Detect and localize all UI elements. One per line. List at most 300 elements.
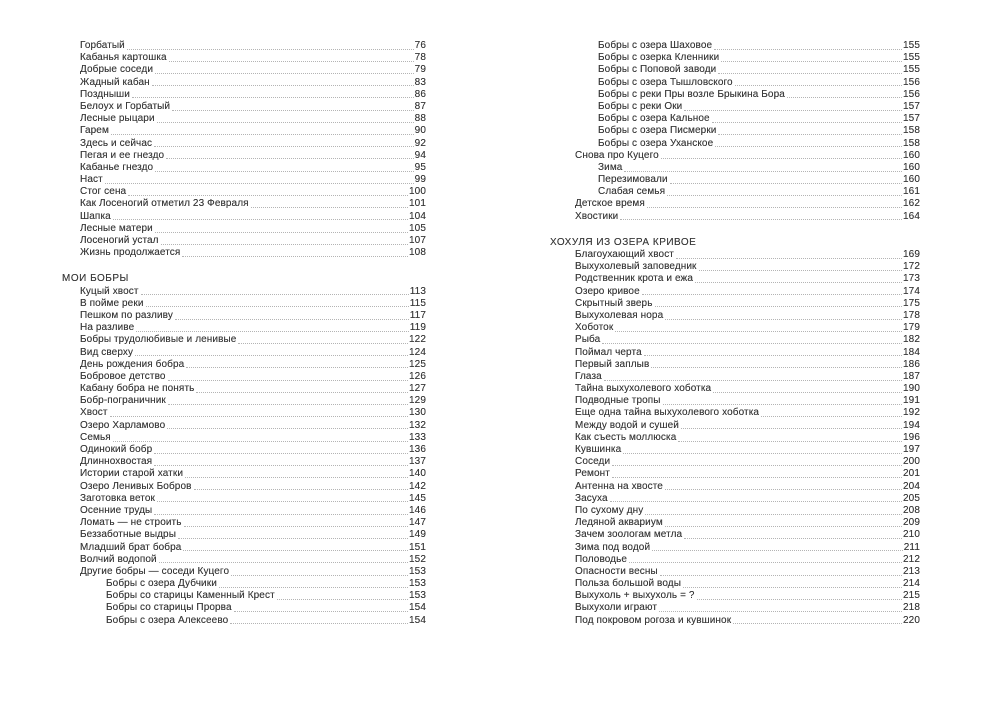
toc-entry-page-number: 212 [903, 553, 920, 565]
toc-entry-title: Польза большой воды [575, 578, 682, 590]
toc-entry [62, 359, 426, 371]
toc-section-title: ХОХУЛЯ ИЗ ОЗЕРА КРИВОЕ [550, 236, 697, 248]
toc-entry [550, 249, 920, 261]
toc-entry-title: Зачем зоологам метла [575, 529, 683, 541]
toc-entry-title: Озеро Ленивых Бобров [80, 480, 192, 492]
toc-entry [550, 347, 920, 359]
dotted-leader [695, 282, 902, 283]
dotted-leader [714, 49, 902, 50]
toc-entry [62, 432, 426, 444]
toc-entry-page-number: 153 [409, 578, 426, 590]
toc-entry-title: Хвостики [575, 210, 619, 222]
toc-entry-title: Бобры с реки Оки [598, 100, 683, 112]
toc-entry-page-number: 99 [414, 174, 426, 186]
toc-entry [62, 395, 426, 407]
toc-entry [550, 456, 920, 468]
toc-entry [62, 247, 426, 259]
toc-entry-title: По сухому дну [575, 504, 644, 516]
toc-entry-title: Кабанье гнездо [80, 161, 154, 173]
toc-entry [62, 174, 426, 186]
dotted-leader [663, 404, 902, 405]
toc-entry [550, 322, 920, 334]
toc-entry [62, 125, 426, 137]
toc-entry [550, 286, 920, 298]
toc-entry-page-number: 162 [903, 198, 920, 210]
dotted-leader [135, 355, 408, 356]
toc-entry-title: Куцый хвост [80, 285, 139, 297]
toc-entry [62, 322, 426, 334]
toc-entry-page-number: 95 [414, 161, 426, 173]
toc-left-page-column [62, 40, 426, 627]
toc-entry-title: Пегая и ее гнездо [80, 149, 165, 161]
dotted-leader [612, 477, 902, 478]
toc-entry-title: Засуха [575, 492, 608, 504]
toc-entry-page-number: 156 [903, 88, 920, 100]
toc-entry-page-number: 194 [903, 419, 920, 431]
dotted-leader [718, 134, 902, 135]
toc-entry-title: Белоух и Горбатый [80, 100, 171, 112]
toc-entry [62, 138, 426, 150]
toc-entry-page-number: 126 [409, 370, 426, 382]
toc-entry-title: Снова про Куцего [575, 149, 659, 161]
toc-entry [62, 578, 426, 590]
toc-entry [550, 542, 920, 554]
dotted-leader [665, 489, 902, 490]
dotted-leader [169, 61, 414, 62]
dotted-leader [113, 219, 408, 220]
toc-entry-page-number: 190 [903, 383, 920, 395]
toc-entry [550, 298, 920, 310]
dotted-leader [718, 73, 902, 74]
dotted-leader [697, 599, 902, 600]
toc-entry-title: Хвост [80, 407, 108, 419]
toc-entry [550, 383, 920, 395]
toc-entry-page-number: 210 [903, 529, 920, 541]
toc-entry-page-number: 160 [903, 161, 920, 173]
toc-entry-page-number: 209 [903, 517, 920, 529]
toc-entry [62, 77, 426, 89]
toc-entry-title: Благоухающий хвост [575, 249, 674, 260]
toc-entry-page-number: 132 [409, 419, 426, 431]
toc-section [550, 237, 920, 627]
toc-entry [62, 383, 426, 395]
toc-entry-page-number: 88 [414, 113, 426, 125]
dotted-leader [157, 501, 408, 502]
toc-entry-title: Между водой и сушей [575, 419, 679, 431]
dotted-leader [175, 319, 409, 320]
dotted-leader [610, 501, 902, 502]
toc-entry-page-number: 142 [409, 480, 426, 492]
toc-entry [62, 298, 426, 310]
dotted-leader [676, 258, 902, 259]
toc-entry-title: День рождения бобра [80, 358, 185, 370]
toc-entry-title: Поймал черта [575, 346, 642, 358]
toc-entry-title: Горбатый [80, 40, 125, 51]
toc-entry-title: Перезимовали [598, 174, 668, 186]
toc-entry [550, 529, 920, 541]
toc-entry-page-number: 127 [409, 383, 426, 395]
toc-entry-page-number: 122 [409, 334, 426, 346]
dotted-leader [219, 587, 408, 588]
toc-entry [62, 529, 426, 541]
toc-entry-title: Кабанья картошка [80, 52, 167, 64]
toc-entry-page-number: 104 [409, 210, 426, 222]
toc-entry-page-number: 101 [409, 198, 426, 210]
dotted-leader [665, 526, 902, 527]
toc-entry [62, 150, 426, 162]
toc-entry [62, 566, 426, 578]
toc-entry [550, 174, 920, 186]
dotted-leader [681, 428, 902, 429]
dotted-leader [670, 183, 902, 184]
toc-entry [62, 444, 426, 456]
toc-entry [550, 52, 920, 64]
dotted-leader [761, 416, 902, 417]
toc-entry [550, 162, 920, 174]
toc-entry-title: Лесные матери [80, 222, 153, 234]
toc-entry-page-number: 78 [414, 52, 426, 64]
toc-entry-title: Бобры с озера Кальное [598, 113, 710, 125]
toc-entry-title: Зима [598, 161, 623, 173]
toc-entry-title: Младший брат бобра [80, 541, 182, 553]
dotted-leader [629, 562, 902, 563]
toc-entry-page-number: 117 [409, 309, 426, 321]
toc-entry-title: Опасности весны [575, 565, 658, 577]
toc-entry-title: Бобры с озера Писмерки [598, 125, 717, 137]
toc-entry-page-number: 147 [409, 517, 426, 529]
toc-entry-title: Бобры с озера Уханское [598, 137, 714, 149]
toc-entry-page-number: 201 [903, 468, 920, 480]
toc-entry [62, 468, 426, 480]
dotted-leader [665, 319, 902, 320]
toc-entry-title: Бобры с озера Дубчики [106, 578, 217, 590]
toc-entry [550, 432, 920, 444]
toc-entry-title: Бобры с озера Алексеево [106, 614, 229, 626]
toc-entry-title: Пешком по разливу [80, 309, 173, 321]
toc-entry-page-number: 156 [903, 76, 920, 88]
toc-entry-title: Поздныши [80, 88, 130, 100]
toc-entry-title: Как съесть моллюска [575, 431, 677, 443]
dotted-leader [194, 489, 408, 490]
dotted-leader [238, 343, 408, 344]
toc-entry-page-number: 169 [903, 249, 920, 260]
toc-entry-title: Волчий водопой [80, 553, 157, 565]
toc-entry [62, 615, 426, 627]
toc-entry [550, 554, 920, 566]
toc-entry [62, 310, 426, 322]
toc-entry-title: Родственник крота и ежа [575, 273, 693, 285]
dotted-leader [105, 183, 414, 184]
toc-entry [550, 89, 920, 101]
toc-entry-page-number: 136 [409, 444, 426, 455]
toc-entry-title: Рыба [575, 334, 601, 346]
toc-entry [550, 359, 920, 371]
dotted-leader [615, 331, 902, 332]
toc-entry [550, 334, 920, 346]
dotted-leader [196, 392, 408, 393]
dotted-leader [167, 428, 408, 429]
toc-entry [550, 273, 920, 285]
toc-entry-title: Выхухоль + выхухоль = ? [575, 590, 695, 602]
toc-entry [62, 371, 426, 383]
toc-section [550, 40, 920, 223]
toc-entry-title: Тайна выхухолевого хоботка [575, 383, 712, 395]
toc-entry-title: В пойме реки [80, 297, 144, 309]
toc-entry [550, 407, 920, 419]
toc-entry-page-number: 197 [903, 444, 920, 455]
toc-entry-page-number: 105 [409, 222, 426, 234]
dotted-leader [141, 294, 409, 295]
dotted-leader [620, 219, 902, 220]
toc-entry-page-number: 175 [903, 297, 920, 309]
dotted-leader [186, 367, 408, 368]
toc-entry-title: Бобры с озера Тышловского [598, 76, 733, 88]
toc-entry [62, 286, 426, 298]
toc-entry-page-number: 172 [903, 261, 920, 273]
toc-entry-title: Соседи [575, 456, 611, 468]
toc-entry-title: Истории старой хатки [80, 468, 184, 480]
dotted-leader [644, 355, 902, 356]
toc-entry-page-number: 157 [903, 113, 920, 125]
dotted-leader [645, 514, 902, 515]
toc-entry [62, 113, 426, 125]
toc-entry-title: Осенние труды [80, 504, 153, 516]
toc-entry [550, 150, 920, 162]
toc-entry [62, 40, 426, 52]
toc-entry-page-number: 76 [414, 40, 426, 51]
toc-entry [62, 186, 426, 198]
dotted-leader [678, 441, 902, 442]
toc-entry-page-number: 119 [409, 322, 426, 334]
toc-entry [550, 578, 920, 590]
toc-entry-page-number: 124 [409, 346, 426, 358]
toc-entry [62, 493, 426, 505]
dotted-leader [168, 380, 408, 381]
toc-entry-title: Выхухолевая нора [575, 309, 664, 321]
toc-section-title: МОИ БОБРЫ [62, 273, 129, 285]
dotted-leader [157, 122, 414, 123]
toc-entry [550, 615, 920, 627]
toc-entry-page-number: 161 [903, 186, 920, 198]
dotted-leader [234, 611, 408, 612]
toc-entry [62, 162, 426, 174]
toc-entry-page-number: 140 [409, 468, 426, 480]
toc-entry-title: Длиннохвостая [80, 456, 153, 468]
toc-entry-page-number: 184 [903, 346, 920, 358]
dotted-leader [127, 49, 414, 50]
toc-entry [62, 347, 426, 359]
toc-entry-title: Бобры трудолюбивые и ленивые [80, 334, 237, 346]
toc-entry-page-number: 173 [903, 273, 920, 285]
toc-entry-page-number: 158 [903, 125, 920, 137]
toc-entry-page-number: 174 [903, 285, 920, 297]
toc-entry-title: Бобровое детство [80, 370, 166, 382]
toc-entry [62, 590, 426, 602]
dotted-leader [230, 623, 408, 624]
toc-entry [62, 223, 426, 235]
toc-entry-page-number: 108 [409, 247, 426, 259]
toc-entry-page-number: 137 [409, 456, 426, 468]
dotted-leader [155, 171, 413, 172]
dotted-leader [110, 416, 408, 417]
toc-entry [62, 64, 426, 76]
dotted-leader [132, 97, 414, 98]
dotted-leader [655, 306, 902, 307]
toc-entry [62, 334, 426, 346]
toc-entry [550, 505, 920, 517]
toc-entry-page-number: 87 [414, 100, 426, 112]
dotted-leader [667, 195, 902, 196]
toc-entry-page-number: 155 [903, 40, 920, 51]
toc-entry [550, 371, 920, 383]
dotted-leader [161, 244, 408, 245]
toc-entry-title: Подводные тропы [575, 395, 661, 407]
toc-entry-title: Вид сверху [80, 346, 134, 358]
toc-entry-page-number: 220 [903, 614, 920, 626]
dotted-leader [651, 367, 902, 368]
toc-entry-page-number: 154 [409, 602, 426, 614]
dotted-leader [612, 465, 902, 466]
toc-entry-page-number: 100 [409, 186, 426, 198]
toc-entry-page-number: 160 [903, 174, 920, 186]
toc-entry [550, 420, 920, 432]
toc-entry [550, 444, 920, 456]
toc-entry-title: Шапка [80, 210, 111, 222]
toc-entry [62, 89, 426, 101]
toc-entry-title: Здесь и сейчас [80, 137, 153, 149]
toc-entry-page-number: 191 [903, 395, 920, 407]
toc-entry [62, 602, 426, 614]
dotted-leader [642, 294, 902, 295]
toc-entry-page-number: 154 [409, 614, 426, 626]
toc-entry-page-number: 192 [903, 407, 920, 419]
toc-entry [62, 517, 426, 529]
toc-entry-page-number: 153 [409, 565, 426, 577]
toc-entry [62, 235, 426, 247]
dotted-leader [735, 85, 902, 86]
toc-entry [550, 77, 920, 89]
toc-entry-page-number: 215 [903, 590, 920, 602]
dotted-leader [155, 232, 408, 233]
toc-entry-title: Жадный кабан [80, 76, 150, 88]
toc-entry-page-number: 94 [414, 149, 426, 161]
dotted-leader [647, 207, 902, 208]
dotted-leader [623, 453, 902, 454]
toc-entry-title: Выхухоли играют [575, 602, 658, 614]
dotted-leader [146, 306, 409, 307]
toc-entry-title: Еще одна тайна выхухолевого хоботка [575, 407, 760, 419]
toc-entry-title: Наст [80, 174, 103, 186]
toc-entry-title: Детское время [575, 198, 645, 210]
toc-right-page-column [550, 40, 920, 627]
toc-entry [62, 420, 426, 432]
toc-entry-title: Кувшинка [575, 444, 622, 455]
dotted-leader [154, 465, 408, 466]
dotted-leader [154, 453, 408, 454]
dotted-leader [182, 256, 408, 257]
toc-entry [62, 407, 426, 419]
toc-entry-page-number: 146 [409, 504, 426, 516]
toc-entry [550, 101, 920, 113]
toc-entry-title: Антенна на хвосте [575, 480, 663, 492]
dotted-leader [604, 380, 902, 381]
toc-entry-title: На разливе [80, 322, 135, 334]
toc-entry-title: Стог сена [80, 186, 127, 198]
toc-entry-page-number: 205 [903, 492, 920, 504]
toc-section [62, 273, 426, 626]
dotted-leader [154, 146, 414, 147]
toc-entry-page-number: 155 [903, 64, 920, 76]
toc-entry [550, 138, 920, 150]
dotted-leader [178, 538, 408, 539]
toc-entry-page-number: 145 [409, 492, 426, 504]
toc-entry-page-number: 157 [903, 100, 920, 112]
toc-entry [550, 125, 920, 137]
toc-entry-page-number: 211 [903, 541, 920, 553]
toc-entry-title: Лесные рыцари [80, 113, 155, 125]
toc-entry-page-number: 130 [409, 407, 426, 419]
toc-entry-page-number: 208 [903, 504, 920, 516]
toc-entry [550, 186, 920, 198]
dotted-leader [172, 110, 414, 111]
dotted-leader [661, 158, 902, 159]
dotted-leader [231, 575, 408, 576]
toc-entry-title: Бобры с Поповой заводи [598, 64, 717, 76]
dotted-leader [168, 404, 408, 405]
dotted-leader [166, 158, 414, 159]
toc-entry-title: Бобры с озерка Кленники [598, 52, 720, 64]
toc-entry-page-number: 213 [903, 565, 920, 577]
toc-entry-page-number: 151 [409, 541, 426, 553]
toc-entry-page-number: 186 [903, 358, 920, 370]
toc-entry-page-number: 92 [414, 137, 426, 149]
toc-entry-title: Под покровом рогоза и кувшинок [575, 614, 732, 626]
toc-entry-page-number: 107 [409, 235, 426, 246]
toc-entry-title: Беззаботные выдры [80, 529, 177, 541]
toc-entry-title: Бобры со старицы Каменный Крест [106, 590, 275, 602]
toc-entry-title: Первый заплыв [575, 358, 650, 370]
dotted-leader [111, 134, 414, 135]
toc-entry-page-number: 152 [409, 553, 426, 565]
toc-entry-title: Бобры со старицы Прорва [106, 602, 232, 614]
toc-entry [550, 64, 920, 76]
dotted-leader [683, 587, 902, 588]
toc-entry-title: Одинокий бобр [80, 444, 153, 455]
toc-entry-title: Гарем [80, 125, 109, 137]
toc-entry-page-number: 187 [903, 370, 920, 382]
toc-entry-title: Половодье [575, 553, 628, 565]
toc-entry-page-number: 83 [414, 76, 426, 88]
dotted-leader [159, 562, 408, 563]
toc-entry-title: Бобры с реки Пры возле Брыкина Бора [598, 88, 785, 100]
toc-entry [550, 211, 920, 223]
toc-entry-page-number: 204 [903, 480, 920, 492]
dotted-leader [154, 514, 408, 515]
toc-entry-title: Как Лосеногий отметил 23 Февраля [80, 198, 249, 210]
dotted-leader [184, 526, 408, 527]
toc-entry [62, 198, 426, 210]
toc-entry-page-number: 149 [409, 529, 426, 541]
toc-entry-title: Озеро Харламово [80, 419, 166, 431]
toc-entry [550, 493, 920, 505]
toc-entry-page-number: 178 [903, 309, 920, 321]
dotted-leader [152, 85, 414, 86]
toc-entry-page-number: 160 [903, 149, 920, 161]
toc-entry [550, 468, 920, 480]
toc-entry [550, 517, 920, 529]
dotted-leader [713, 392, 902, 393]
dotted-leader [712, 122, 902, 123]
